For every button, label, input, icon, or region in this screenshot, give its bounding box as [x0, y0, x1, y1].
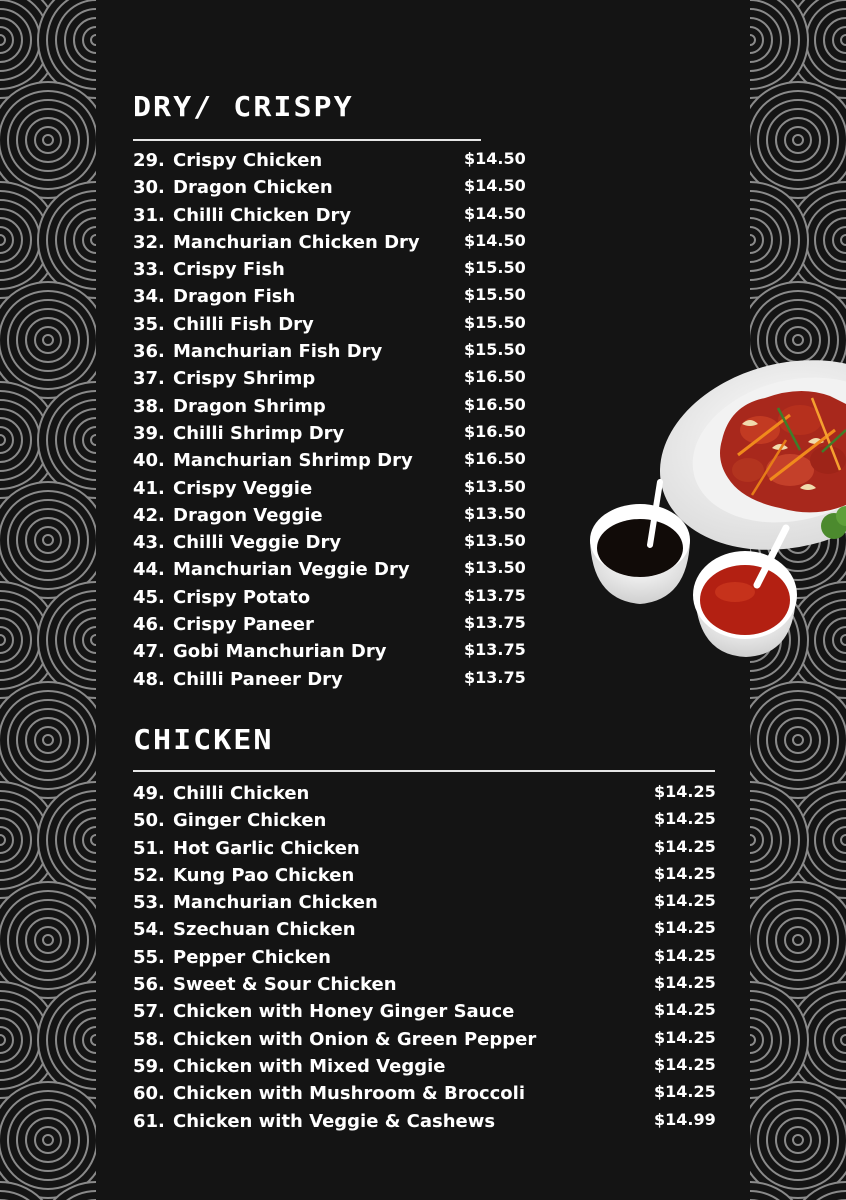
menu-item-name: Szechuan Chicken: [173, 919, 356, 941]
menu-item-price: $14.25: [654, 891, 716, 911]
section-title-chicken: CHICKEN: [133, 724, 274, 757]
menu-item-number: 55.: [133, 946, 165, 968]
menu-item-name: Chicken with Honey Ginger Sauce: [173, 1001, 515, 1023]
menu-item-number: 33.: [133, 259, 165, 281]
menu-item-price: $13.75: [464, 667, 526, 687]
menu-item-name: Chicken with Mushroom & Broccoli: [173, 1083, 525, 1105]
menu-item-number: 32.: [133, 231, 165, 253]
menu-item-name: Manchurian Shrimp Dry: [173, 450, 413, 472]
menu-item-number: 34.: [133, 286, 165, 308]
menu-item-price: $15.50: [464, 340, 526, 360]
menu-item-number: 56.: [133, 974, 165, 996]
menu-item-price: $15.50: [464, 312, 526, 332]
menu-item-name: Chilli Chicken Dry: [173, 204, 352, 226]
menu-item-number: 42.: [133, 504, 165, 526]
menu-item-number: 40.: [133, 450, 165, 472]
section-divider-chicken: [133, 770, 715, 772]
seigaiha-wave-pattern-icon: [0, 0, 96, 1200]
menu-item-name: Manchurian Chicken: [173, 892, 378, 914]
menu-item-name: Sweet & Sour Chicken: [173, 974, 397, 996]
menu-item-price: $14.25: [654, 1054, 716, 1074]
menu-item-price: $13.50: [464, 503, 526, 523]
menu-item-number: 61.: [133, 1110, 165, 1132]
menu-item-price: $14.25: [654, 1027, 716, 1047]
menu-item-number: 49.: [133, 783, 165, 804]
menu-item-number: 45.: [133, 586, 165, 608]
menu-item-name: Chicken with Veggie & Cashews: [173, 1110, 496, 1132]
menu-item-price: $15.50: [464, 258, 526, 278]
menu-item-price: $14.25: [654, 863, 716, 883]
menu-item-number: 29.: [133, 150, 165, 171]
menu-item-price: $14.50: [464, 203, 526, 223]
menu-item-number: 59.: [133, 1055, 165, 1077]
menu-item-name: Dragon Shrimp: [173, 395, 326, 417]
menu-item-number: 60.: [133, 1083, 165, 1105]
menu-item-name: Gobi Manchurian Dry: [173, 641, 387, 663]
menu-item-price: $14.50: [464, 176, 526, 196]
menu-item-number: 31.: [133, 204, 165, 226]
menu-item-price: $13.75: [464, 640, 526, 660]
menu-item-name: Hot Garlic Chicken: [173, 837, 360, 859]
menu-item-name: Chilli Shrimp Dry: [173, 422, 345, 444]
menu-item-number: 54.: [133, 919, 165, 941]
menu-item-number: 50.: [133, 810, 165, 832]
menu-item-number: 43.: [133, 532, 165, 554]
menu-item-name: Dragon Fish: [173, 286, 296, 308]
menu-item-price: $15.50: [464, 285, 526, 305]
menu-item-price: $14.25: [654, 836, 716, 856]
menu-item-number: 48.: [133, 668, 165, 690]
menu-item-name: Crispy Paneer: [173, 614, 314, 636]
menu-item-name: Chicken with Onion & Green Pepper: [173, 1028, 537, 1050]
menu-item-price: $16.50: [464, 367, 526, 387]
menu-item-number: 51.: [133, 837, 165, 859]
menu-item-name: Crispy Chicken: [173, 150, 323, 171]
menu-item-name: Chicken with Mixed Veggie: [173, 1055, 446, 1077]
chilli-chicken-with-sauces-photo: [584, 355, 846, 660]
menu-item-price: $14.25: [654, 782, 716, 801]
menu-item-price: $14.25: [654, 809, 716, 829]
menu-item-name: Kung Pao Chicken: [173, 864, 355, 886]
menu-item-name: Chilli Paneer Dry: [173, 668, 343, 690]
menu-item-name: Chilli Chicken: [173, 783, 310, 804]
menu-item-price: $14.25: [654, 1082, 716, 1102]
menu-item-price: $14.25: [654, 973, 716, 993]
menu-item-name: Manchurian Chicken Dry: [173, 231, 420, 253]
menu-item-name: Dragon Chicken: [173, 177, 333, 199]
menu-item-price: $13.75: [464, 613, 526, 633]
menu-item-price: $13.50: [464, 531, 526, 551]
menu-item-name: Chilli Veggie Dry: [173, 532, 342, 554]
menu-item-name: Dragon Veggie: [173, 504, 323, 526]
menu-item-number: 41.: [133, 477, 165, 499]
section-title-dry-crispy: DRY/ CRISPY: [133, 91, 354, 124]
menu-item-name: Ginger Chicken: [173, 810, 327, 832]
menu-item-number: 30.: [133, 177, 165, 199]
menu-item-name: Crispy Potato: [173, 586, 311, 608]
menu-item-price: $14.50: [464, 149, 526, 168]
menu-item-name: Pepper Chicken: [173, 946, 331, 968]
menu-item-price: $14.50: [464, 230, 526, 250]
menu-item-name: Crispy Fish: [173, 259, 285, 281]
menu-item-number: 36.: [133, 341, 165, 363]
menu-item-price: $13.75: [464, 585, 526, 605]
menu-item-name: Chilli Fish Dry: [173, 313, 314, 335]
menu-item-name: Manchurian Veggie Dry: [173, 559, 410, 581]
menu-item-number: 46.: [133, 614, 165, 636]
menu-item-number: 38.: [133, 395, 165, 417]
menu-item-number: 44.: [133, 559, 165, 581]
menu-item-price: $13.50: [464, 476, 526, 496]
menu-item-number: 35.: [133, 313, 165, 335]
menu-item-name: Manchurian Fish Dry: [173, 341, 383, 363]
menu-item-price: $14.25: [654, 945, 716, 965]
section-divider-dry-crispy: [133, 139, 481, 141]
menu-item-price: $16.50: [464, 394, 526, 414]
menu-item-price: $14.25: [654, 1000, 716, 1020]
menu-item-number: 52.: [133, 864, 165, 886]
menu-item-number: 53.: [133, 892, 165, 914]
menu-item-number: 57.: [133, 1001, 165, 1023]
menu-item-price: $16.50: [464, 421, 526, 441]
menu-item-price: $13.50: [464, 558, 526, 578]
menu-item-name: Crispy Veggie: [173, 477, 313, 499]
menu-item-price: $14.25: [654, 918, 716, 938]
menu-item-price: $14.99: [654, 1109, 716, 1129]
menu-item-number: 47.: [133, 641, 165, 663]
menu-item-number: 37.: [133, 368, 165, 390]
menu-item-price: $16.50: [464, 449, 526, 469]
menu-item-name: Crispy Shrimp: [173, 368, 316, 390]
menu-item-number: 58.: [133, 1028, 165, 1050]
menu-item-number: 39.: [133, 422, 165, 444]
